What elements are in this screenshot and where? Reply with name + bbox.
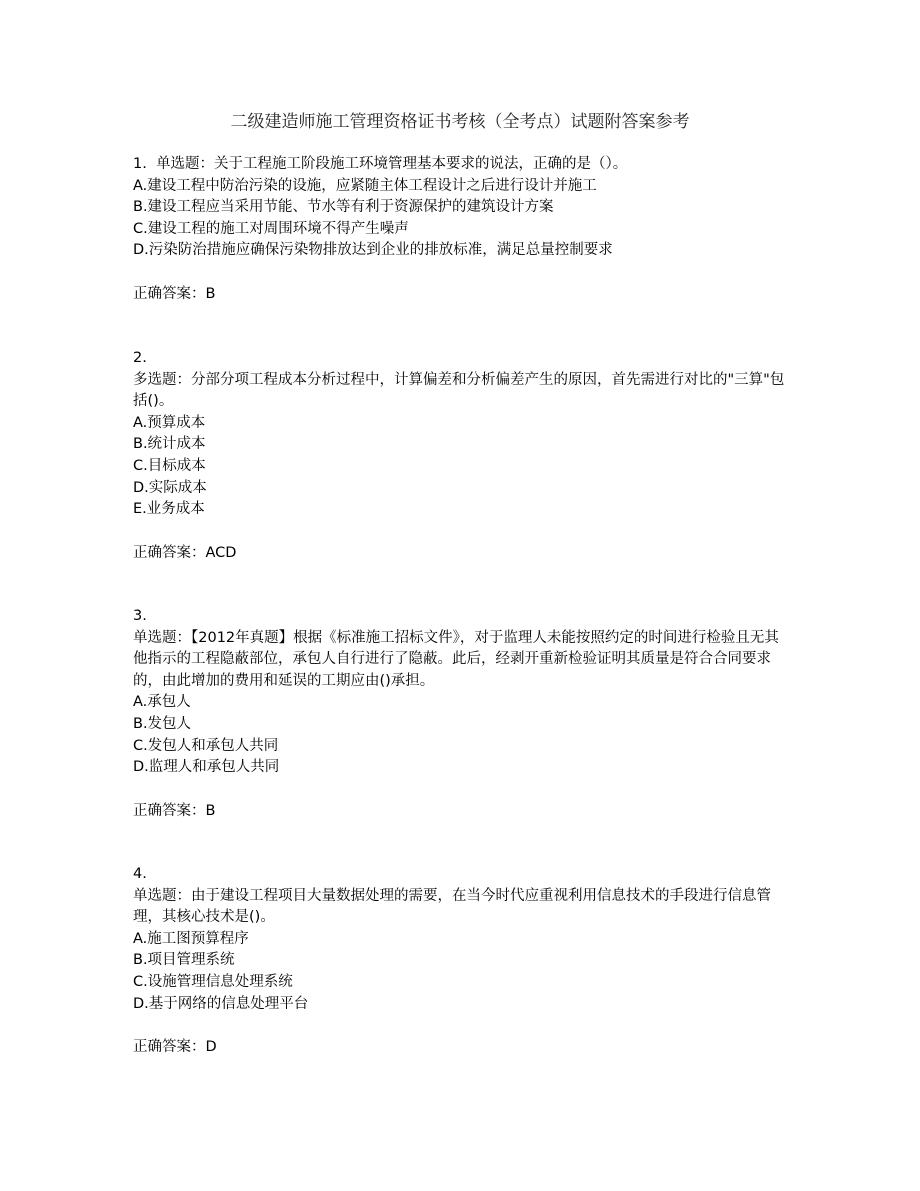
question-3-option-c: C.发包人和承包人共同 xyxy=(133,737,279,754)
question-1-option-a: A.建设工程中防治污染的设施，应紧随主体工程设计之后进行设计并施工 xyxy=(133,177,597,194)
question-2-option-b: B.统计成本 xyxy=(133,436,206,453)
question-3 xyxy=(133,606,793,822)
question-2-number: 2. xyxy=(133,350,147,366)
question-2-option-a: A.预算成本 xyxy=(133,414,206,431)
question-1-number: 1. xyxy=(133,156,147,172)
question-3-stem: 单选题：【2012年真题】根据《标准施工招标文件》，对于监理人未能按照约定的时间进行检验且无其他指示的工程隐蔽部位，承包人自行进行了隐蔽。此后，经剥开重新检验证明其质量是符合合同要求的，由此增加的费用和延误的工期应由()承担。 xyxy=(133,629,779,689)
question-2 xyxy=(133,348,793,564)
question-4-option-d: D.基于网络的信息处理平台 xyxy=(133,995,309,1012)
question-2-answer: 正确答案：ACD xyxy=(133,544,237,561)
question-3-option-b: B.发包人 xyxy=(133,715,192,732)
question-3-answer: 正确答案：B xyxy=(133,802,216,819)
question-4-option-c: C.设施管理信息处理系统 xyxy=(133,973,293,990)
question-1-option-c: C.建设工程的施工对周围环境不得产生噪声 xyxy=(133,220,409,237)
question-4-option-a: A.施工图预算程序 xyxy=(133,930,249,947)
question-4-option-b: B.项目管理系统 xyxy=(133,952,235,969)
question-3-number: 3. xyxy=(133,608,147,624)
question-2-option-e: E.业务成本 xyxy=(133,501,205,518)
document-title: 二级建造师施工管理资格证书考核（全考点）试题附答案参考 xyxy=(230,112,690,132)
question-3-option-d: D.监理人和承包人共同 xyxy=(133,759,280,776)
question-4-answer: 正确答案：D xyxy=(133,1039,217,1056)
question-1-answer: 正确答案：B xyxy=(133,285,216,302)
question-3-option-a: A.承包人 xyxy=(133,694,191,711)
question-1 xyxy=(133,154,793,306)
question-2-option-d: D.实际成本 xyxy=(133,479,207,496)
question-1-option-b: B.建设工程应当采用节能、节水等有利于资源保护的建筑设计方案 xyxy=(133,199,554,216)
question-1-option-d: D.污染防治措施应确保污染物排放达到企业的排放标准，满足总量控制要求 xyxy=(133,242,613,259)
question-1-stem: 单选题：关于工程施工阶段施工环境管理基本要求的说法，正确的是（）。 xyxy=(156,156,628,172)
question-2-stem: 多选题：分部分项工程成本分析过程中，计算偏差和分析偏差产生的原因，首先需进行对比的"三算"包括()。 xyxy=(133,371,785,410)
question-4-stem: 单选题：由于建设工程项目大量数据处理的需要，在当今时代应重视利用信息技术的手段进行信息管理，其核心技术是()。 xyxy=(133,887,771,926)
question-4 xyxy=(133,864,793,1059)
question-4-number: 4. xyxy=(133,866,147,882)
question-2-option-c: C.目标成本 xyxy=(133,457,206,474)
question-1-header xyxy=(133,154,793,176)
